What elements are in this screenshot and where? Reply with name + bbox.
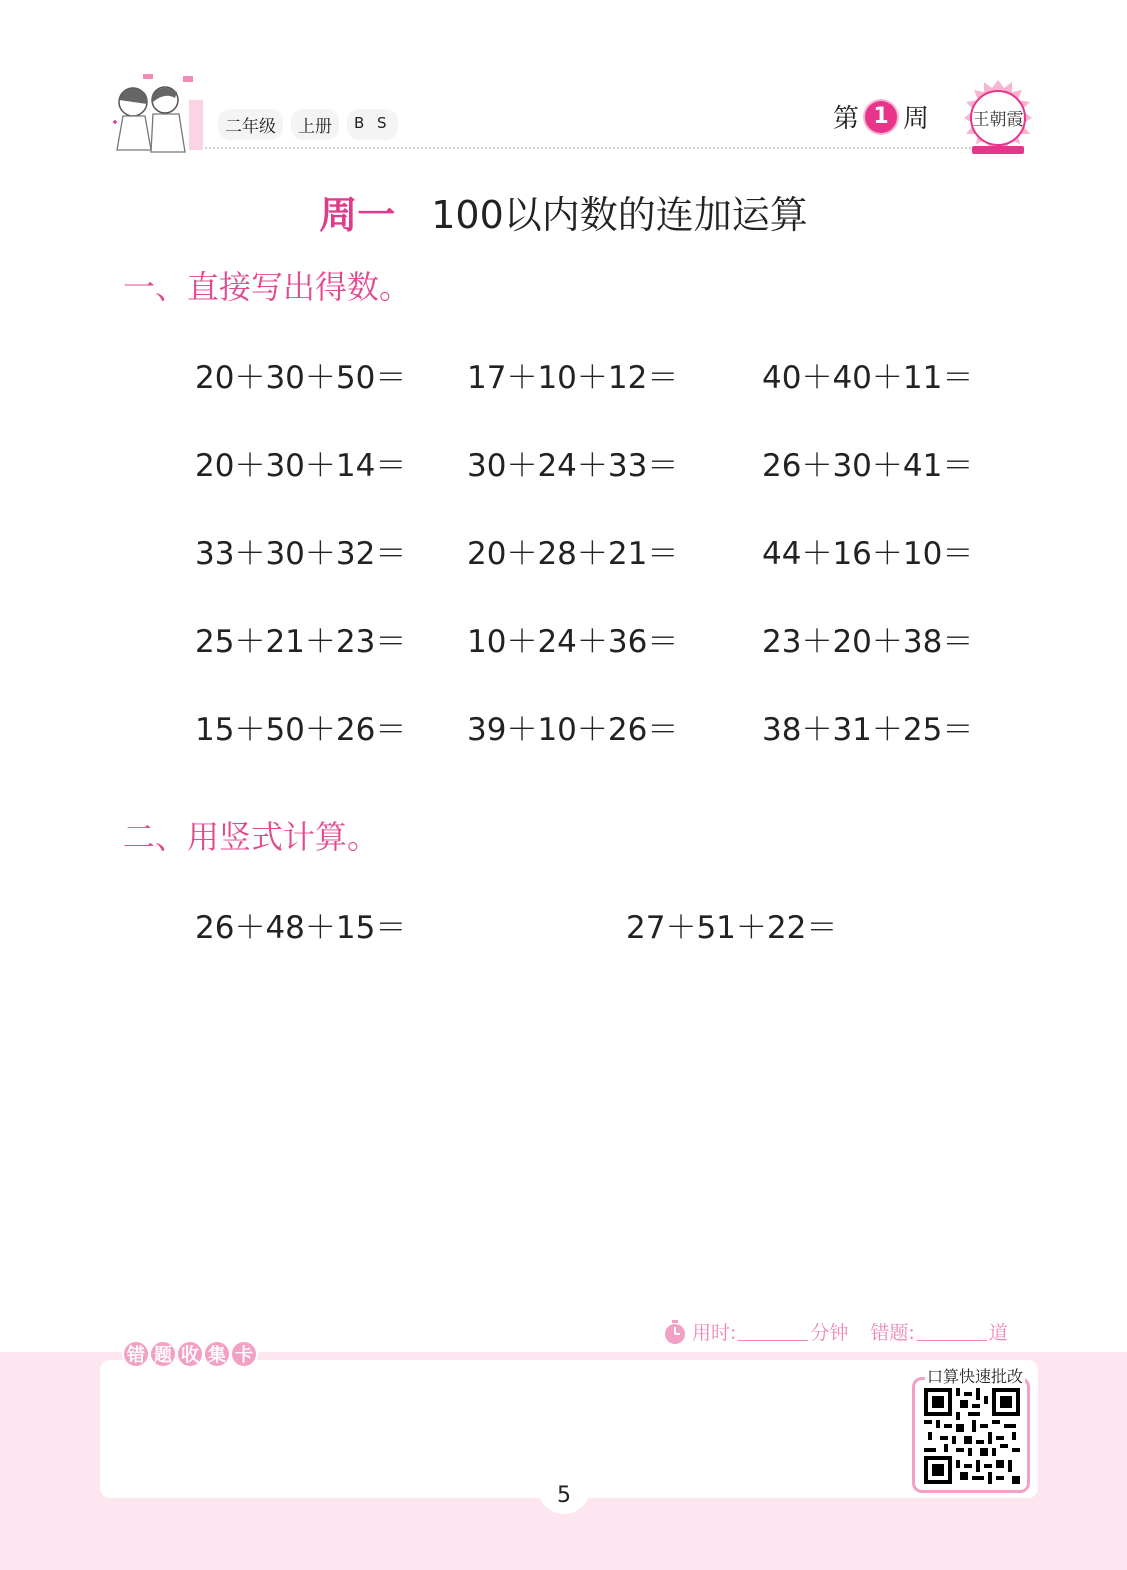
exercise-item: 40＋40＋11＝: [762, 360, 974, 396]
errors-label: 错题:: [870, 1322, 915, 1344]
grade-label: 二年级: [218, 109, 283, 140]
vertical-calc-item: 26＋48＋15＝: [195, 910, 407, 946]
card-label-char: 错: [122, 1340, 150, 1368]
vertical-calc-item: 27＋51＋22＝: [626, 910, 838, 946]
qr-caption: 口算快速批改: [925, 1364, 1025, 1387]
exercise-item: 44＋16＋10＝: [762, 536, 974, 572]
time-unit: 分钟: [810, 1322, 849, 1344]
exercise-item: 38＋31＋25＝: [762, 712, 974, 748]
exercise-item: 20＋30＋50＝: [195, 360, 407, 396]
exercise-item: 23＋20＋38＝: [762, 624, 974, 660]
exercise-item: 39＋10＋26＝: [467, 712, 679, 748]
logo-text: 王朝霞: [972, 110, 1024, 130]
exercise-item: 30＋24＋33＝: [467, 448, 679, 484]
card-label-char: 题: [149, 1340, 177, 1368]
exercise-item: 33＋30＋32＝: [195, 536, 407, 572]
edition-label: B S: [347, 109, 398, 140]
errors-unit: 道: [988, 1322, 1008, 1344]
time-label: 用时:: [692, 1322, 737, 1344]
time-input-line[interactable]: [738, 1322, 808, 1341]
card-label-char: 集: [203, 1340, 231, 1368]
header-divider: [205, 147, 975, 149]
page-title: [0, 184, 1127, 239]
exercise-item: 17＋10＋12＝: [467, 360, 679, 396]
exercise-item: 26＋30＋41＝: [762, 448, 974, 484]
grade-info: [218, 109, 398, 140]
volume-label: 上册: [291, 109, 339, 140]
stopwatch-icon: [662, 1319, 688, 1345]
exercise-item: 10＋24＋36＝: [467, 624, 679, 660]
week-number-badge: 1: [865, 101, 897, 133]
errors-input-line[interactable]: [917, 1322, 987, 1341]
card-label-char: 卡: [230, 1340, 258, 1368]
week-indicator: [833, 98, 929, 135]
exercise-item: 20＋30＋14＝: [195, 448, 407, 484]
qr-code-icon[interactable]: [924, 1388, 1020, 1484]
time-error-stats: [662, 1318, 1008, 1345]
week-prefix: 第: [833, 104, 860, 134]
exercise-item: 20＋28＋21＝: [467, 536, 679, 572]
exercise-item: 15＋50＋26＝: [195, 712, 407, 748]
error-card-label: [122, 1340, 257, 1368]
section1-heading: 一、直接写出得数。: [123, 268, 412, 306]
week-suffix: 周: [903, 104, 930, 134]
title-topic: 100以内数的连加运算: [431, 193, 808, 237]
section2-heading: 二、用竖式计算。: [123, 818, 380, 856]
title-day: 周一: [319, 193, 396, 237]
exercise-item: 25＋21＋23＝: [195, 624, 407, 660]
publisher-logo: [960, 78, 1036, 158]
kids-illustration: [105, 72, 205, 157]
card-label-char: 收: [176, 1340, 204, 1368]
page-number: 5: [538, 1474, 590, 1514]
